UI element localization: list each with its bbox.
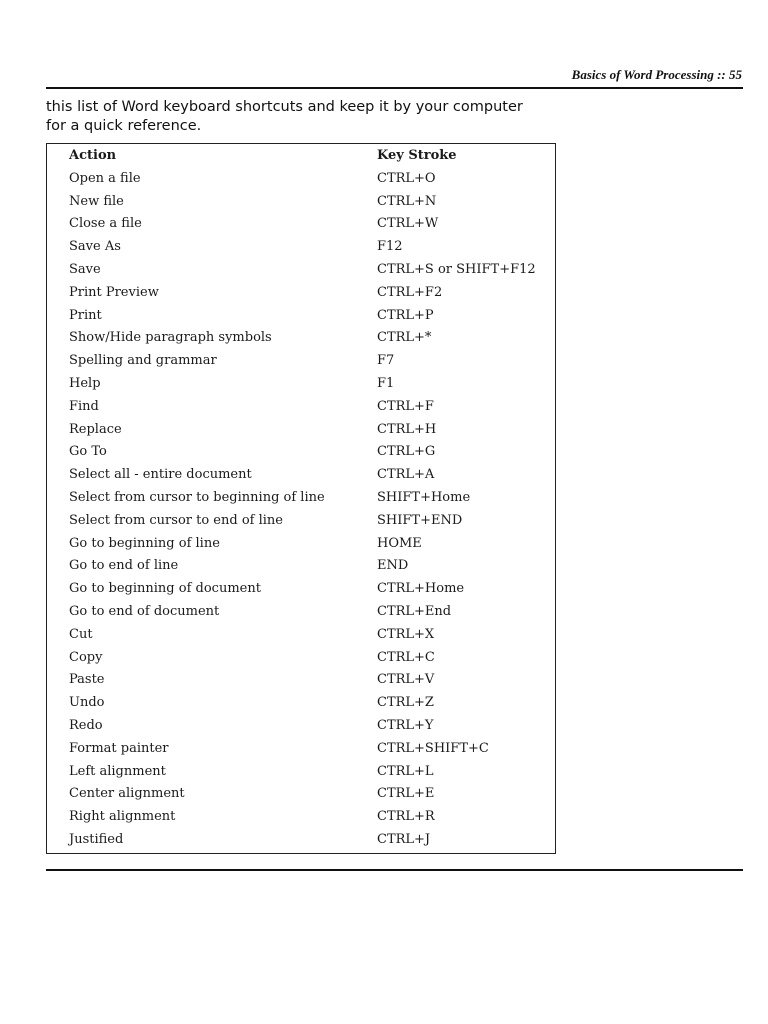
action-cell: Justified (69, 832, 124, 847)
key-stroke-cell: CTRL+N (377, 193, 437, 209)
key-stroke-cell: CTRL+F2 (377, 284, 443, 300)
key-stroke-cell: CTRL+Y (377, 718, 434, 733)
action-cell: Go to beginning of line (69, 535, 220, 551)
action-cell: Go to end of document (69, 604, 220, 619)
intro-line-1: this list of Word keyboard shortcuts and keep it by your computer (46, 99, 523, 115)
key-stroke-cell: CTRL+H (377, 421, 437, 437)
bottom-rule (46, 869, 743, 871)
key-stroke-cell: CTRL+E (377, 786, 435, 802)
key-stroke-cell: CTRL+A (377, 467, 435, 483)
action-cell: New file (69, 193, 124, 209)
key-stroke-cell: F12 (377, 239, 403, 255)
intro-line-2: for a quick reference. (46, 118, 202, 134)
action-cell: Format painter (69, 740, 169, 756)
action-cell: Select from cursor to beginning of line (69, 490, 325, 505)
shortcut-table (46, 143, 556, 854)
key-stroke-cell: CTRL+C (377, 649, 435, 665)
key-stroke-cell: CTRL+F (377, 398, 434, 414)
key-stroke-cell: SHIFT+Home (377, 490, 471, 505)
action-cell: Spelling and grammar (69, 353, 217, 369)
top-rule (46, 87, 743, 89)
key-stroke-cell: CTRL+J (377, 832, 431, 847)
action-cell: Save As (69, 239, 121, 255)
action-cell: Undo (69, 695, 105, 711)
action-cell: Center alignment (69, 786, 185, 802)
key-stroke-cell: F1 (377, 376, 395, 391)
key-stroke-cell: CTRL+X (377, 626, 435, 642)
key-stroke-cell: HOME (377, 535, 422, 551)
key-stroke-cell: CTRL+* (377, 330, 432, 346)
action-cell: Select from cursor to end of line (69, 512, 283, 528)
key-stroke-cell: CTRL+L (377, 763, 434, 779)
action-cell: Redo (69, 718, 103, 733)
key-stroke-cell: END (377, 558, 409, 574)
action-cell: Save (69, 262, 101, 277)
action-cell: Print Preview (69, 284, 159, 300)
key-stroke-cell: CTRL+O (377, 170, 436, 186)
action-cell: Replace (69, 421, 122, 437)
key-stroke-cell: CTRL+End (377, 604, 452, 619)
action-cell: Go To (69, 444, 107, 460)
action-cell: Show/Hide paragraph symbols (69, 330, 272, 346)
key-stroke-cell: SHIFT+END (377, 512, 463, 528)
action-cell: Copy (69, 649, 103, 665)
action-cell: Go to beginning of document (69, 581, 261, 597)
key-stroke-cell: CTRL+S or SHIFT+F12 (377, 262, 536, 277)
intro-paragraph (46, 98, 576, 136)
action-cell: Help (69, 376, 101, 391)
action-cell: Right alignment (69, 809, 176, 825)
action-cell: Select all - entire document (69, 467, 252, 483)
action-cell: Find (69, 398, 99, 414)
key-stroke-cell: CTRL+P (377, 307, 434, 323)
action-cell: Paste (69, 672, 105, 688)
header-action: Action (69, 148, 117, 163)
action-cell: Close a file (69, 216, 142, 232)
key-stroke-cell: CTRL+R (377, 809, 435, 825)
header-key-stroke: Key Stroke (377, 148, 457, 163)
key-stroke-cell: CTRL+W (377, 216, 439, 232)
action-cell: Open a file (69, 170, 141, 186)
key-stroke-cell: CTRL+Home (377, 581, 465, 597)
action-cell: Print (69, 307, 102, 323)
action-cell: Cut (69, 626, 93, 642)
key-stroke-cell: CTRL+G (377, 444, 436, 460)
key-stroke-cell: CTRL+Z (377, 695, 434, 711)
running-head: Basics of Word Processing :: 55 (571, 67, 742, 82)
key-stroke-cell: CTRL+SHIFT+C (377, 740, 489, 756)
key-stroke-cell: CTRL+V (377, 672, 435, 688)
action-cell: Left alignment (69, 763, 166, 779)
key-stroke-cell: F7 (377, 353, 395, 369)
action-cell: Go to end of line (69, 558, 179, 574)
